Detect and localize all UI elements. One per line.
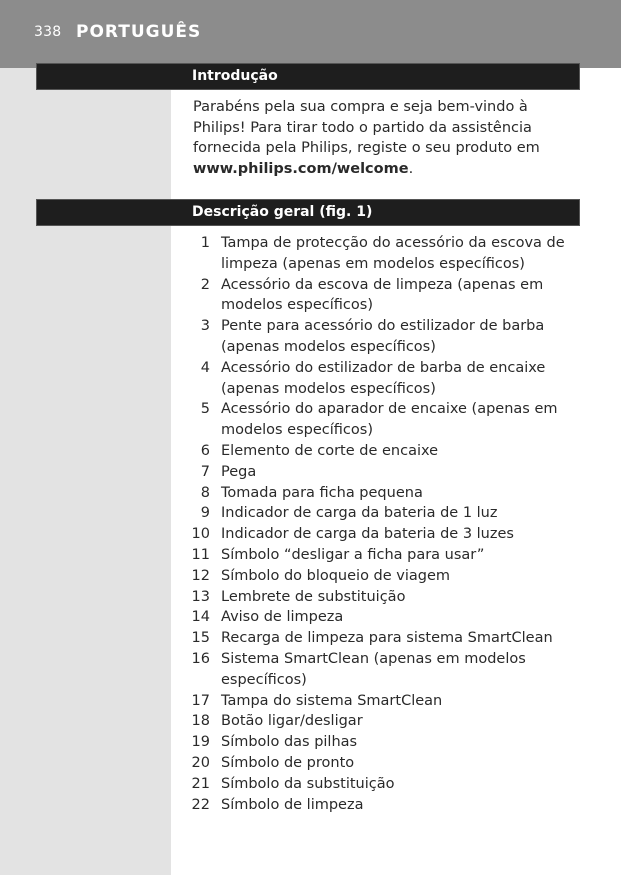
list-item bbox=[186, 691, 576, 712]
intro-text-end: . bbox=[408, 160, 414, 177]
list-item-number: 11 bbox=[191, 546, 210, 563]
list-item-number: 22 bbox=[191, 796, 210, 813]
list-item-text: Aviso de limpeza bbox=[221, 609, 344, 626]
list-item-text: Lembrete de substituição bbox=[221, 588, 406, 605]
list-item-text: Tampa de protecção do acessório da escova de limpeza (apenas em modelos específicos) bbox=[221, 235, 565, 272]
list-item-number: 7 bbox=[200, 463, 210, 480]
list-item-text: Símbolo das pilhas bbox=[221, 734, 358, 751]
list-item-number: 12 bbox=[191, 567, 210, 584]
list-item bbox=[186, 399, 576, 441]
registration-url: www.philips.com/welcome bbox=[193, 160, 409, 177]
list-item-text: Indicador de carga da bateria de 3 luzes bbox=[221, 526, 514, 543]
list-item-number: 10 bbox=[191, 526, 210, 543]
list-item-number: 13 bbox=[191, 588, 210, 605]
list-item-text: Botão ligar/desligar bbox=[221, 713, 363, 730]
section-heading-bar-intro bbox=[36, 63, 580, 90]
list-item-text: Pega bbox=[221, 463, 257, 480]
list-item-text: Símbolo da substituição bbox=[221, 775, 395, 792]
list-item-text: Acessório do estilizador de barba de encaixe (apenas modelos específicos) bbox=[221, 359, 546, 397]
parts-list bbox=[186, 233, 576, 815]
list-item-number: 4 bbox=[200, 359, 210, 376]
list-item bbox=[186, 316, 576, 358]
list-item-text: Sistema SmartClean (apenas em modelos específicos) bbox=[221, 650, 526, 688]
list-item-number: 14 bbox=[191, 609, 210, 626]
list-item bbox=[186, 545, 576, 566]
list-item-text: Pente para acessório do estilizador de barba (apenas modelos específicos) bbox=[221, 318, 545, 355]
list-item bbox=[186, 566, 576, 587]
list-item-text: Símbolo de limpeza bbox=[221, 796, 364, 813]
list-item bbox=[186, 358, 576, 400]
list-item-text: Indicador de carga da bateria de 1 luz bbox=[221, 505, 498, 522]
intro-text: Parabéns pela sua compra e seja bem-vindo à Philips! Para tirar todo o partido da assistência fornecida pela Philips, registe o seu produto em bbox=[193, 99, 540, 156]
list-item-number: 17 bbox=[191, 692, 210, 709]
list-item-number: 15 bbox=[191, 630, 210, 647]
list-item bbox=[186, 607, 576, 628]
list-item-number: 16 bbox=[191, 650, 210, 667]
list-item-text: Acessório do aparador de encaixe (apenas em modelos específicos) bbox=[221, 401, 558, 439]
list-item-text: Recarga de limpeza para sistema SmartClean bbox=[221, 630, 553, 647]
intro-paragraph bbox=[193, 97, 563, 179]
list-item-text: Tomada para ficha pequena bbox=[221, 484, 423, 501]
list-item bbox=[186, 503, 576, 524]
section-heading-intro: Introdução bbox=[192, 68, 278, 84]
list-item-number: 18 bbox=[191, 713, 210, 730]
list-item-number: 21 bbox=[191, 775, 210, 792]
list-item bbox=[186, 524, 576, 545]
left-margin-band bbox=[0, 68, 171, 875]
section-heading-description: Descrição geral (fig. 1) bbox=[192, 204, 373, 220]
list-item bbox=[186, 732, 576, 753]
list-item-number: 1 bbox=[200, 235, 210, 251]
section-heading-bar-description bbox=[36, 199, 580, 226]
list-item-text: Tampa do sistema SmartClean bbox=[221, 692, 443, 709]
list-item bbox=[186, 275, 576, 317]
list-item bbox=[186, 233, 576, 275]
list-item-number: 9 bbox=[200, 505, 210, 522]
list-item bbox=[186, 462, 576, 483]
list-item-text: Acessório da escova de limpeza (apenas em modelos específicos) bbox=[221, 276, 544, 314]
list-item bbox=[186, 711, 576, 732]
list-item bbox=[186, 483, 576, 504]
list-item bbox=[186, 795, 576, 816]
list-item-text: Símbolo do bloqueio de viagem bbox=[221, 567, 451, 584]
list-item-number: 2 bbox=[200, 276, 210, 293]
list-item-number: 5 bbox=[200, 401, 210, 418]
page-number: 338 bbox=[34, 24, 62, 40]
list-item bbox=[186, 587, 576, 608]
list-item-number: 20 bbox=[191, 754, 210, 771]
page-header bbox=[0, 0, 621, 68]
list-item-text: Símbolo “desligar a ficha para usar” bbox=[221, 546, 485, 563]
list-item bbox=[186, 774, 576, 795]
list-item-number: 6 bbox=[200, 442, 210, 459]
list-item bbox=[186, 649, 576, 691]
list-item-number: 3 bbox=[200, 318, 210, 335]
list-item-text: Símbolo de pronto bbox=[221, 754, 355, 771]
list-item-text: Elemento de corte de encaixe bbox=[221, 442, 439, 459]
language-title: PORTUGUÊS bbox=[76, 22, 202, 42]
list-item-number: 19 bbox=[191, 734, 210, 751]
list-item bbox=[186, 628, 576, 649]
list-item bbox=[186, 753, 576, 774]
list-item-number: 8 bbox=[200, 484, 210, 501]
list-item bbox=[186, 441, 576, 462]
